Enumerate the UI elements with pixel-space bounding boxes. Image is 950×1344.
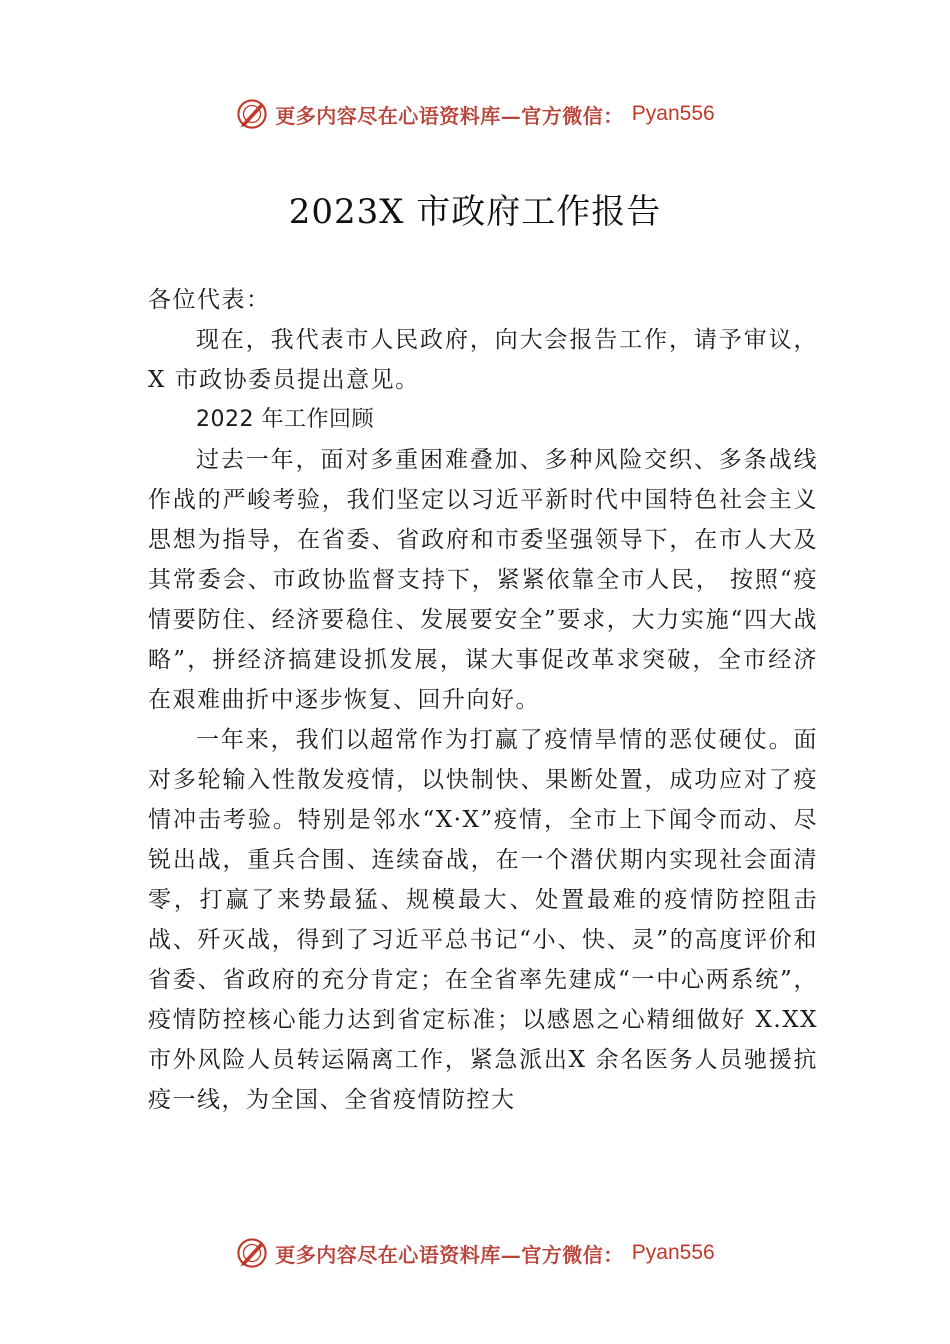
pen-logo-icon — [235, 1236, 269, 1270]
paragraph-review: 过去一年，面对多重困难叠加、多种风险交织、多条战线作战的严峻考验，我们坚定以习近平新时代中国特色社会主义思想为指导，在省委、省政府和市委坚强领导下，在市人大及其常委会、市政协监督支持下，紧紧依靠全市人民， 按照“疫情要防住、经济要稳住、发展要安全”要求，大力实施“四大战略”，拼经济搞建设抓发展，谋大事促改革求突破，全市经济在艰难曲折中逐步恢复、回升向好。 — [148, 447, 818, 713]
watermark-text: 更多内容尽在心语资料库—官方微信： — [275, 103, 624, 128]
salutation: 各位代表： — [148, 287, 271, 313]
pen-logo-icon — [235, 97, 269, 131]
watermark-text: 更多内容尽在心语资料库—官方微信： — [275, 1242, 624, 1267]
watermark-handle: Pyan556 — [631, 1241, 715, 1264]
document-body — [148, 280, 818, 1120]
header-watermark — [0, 94, 950, 134]
document-title: 2023X 市政府工作报告 — [288, 192, 662, 232]
paragraph-epidemic: 一年来，我们以超常作为打赢了疫情旱情的恶仗硬仗。面对多轮输入性散发疫情，以快制快、果断处置，成功应对了疫情冲击考验。特别是邻水“X·X”疫情，全市上下闻令而动、尽锐出战，重兵合围、连续奋战，在一个潜伏期内实现社会面清零，打赢了来势最猛、规模最大、处置最难的疫情防控阻击战、歼灭战，得到了习近平总书记“小、快、灵”的高度评价和省委、省政府的充分肯定；在全省率先建成“一中心两系统”，疫情防控核心能力达到省定标准；以感恩之心精细做好 X.XX 市外风险人员转运隔离工作，紧急派出X 余名医务人员驰援抗疫一线，为全国、全省疫情防控大 — [148, 727, 818, 1113]
intro-paragraph: 现在，我代表市人民政府，向大会报告工作，请予审议，X 市政协委员提出意见。 — [148, 327, 818, 393]
footer-watermark — [0, 1233, 950, 1273]
section-heading: 2022 年工作回顾 — [196, 407, 374, 432]
watermark-handle: Pyan556 — [631, 102, 715, 125]
